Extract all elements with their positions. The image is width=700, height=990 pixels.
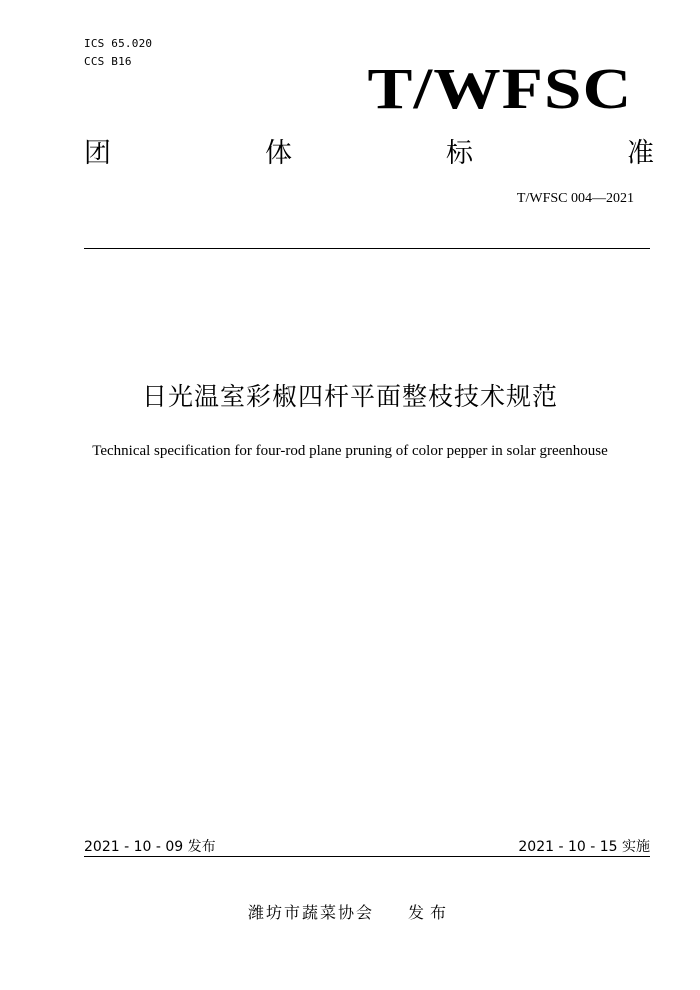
publisher-organization: 潍坊市蔬菜协会 [247, 903, 374, 922]
bottom-divider [84, 856, 650, 857]
standard-type [84, 136, 654, 172]
standard-type-char: 准 [627, 138, 654, 169]
standard-type-char: 团 [84, 138, 111, 169]
standard-number: T/WFSC 004—2021 [516, 191, 634, 206]
ics-code: ICS 65.020 [84, 37, 153, 50]
publisher-line [0, 902, 700, 924]
issue-date: 2021 - 10 - 09 发布 [84, 839, 216, 855]
ccs-code: CCS B16 [84, 55, 132, 68]
top-divider [84, 248, 650, 249]
standard-type-char: 标 [446, 138, 473, 169]
publisher-action: 发布 [408, 903, 453, 922]
standard-logo: T/WFSC [367, 56, 632, 121]
implementation-date: 2021 - 10 - 15 实施 [518, 839, 650, 855]
standard-type-char: 体 [265, 138, 292, 169]
document-title-english: Technical specification for four-rod plane pruning of color pepper in solar greenhouse [92, 443, 608, 459]
document-title-chinese: 日光温室彩椒四杆平面整枝技术规范 [141, 382, 558, 411]
